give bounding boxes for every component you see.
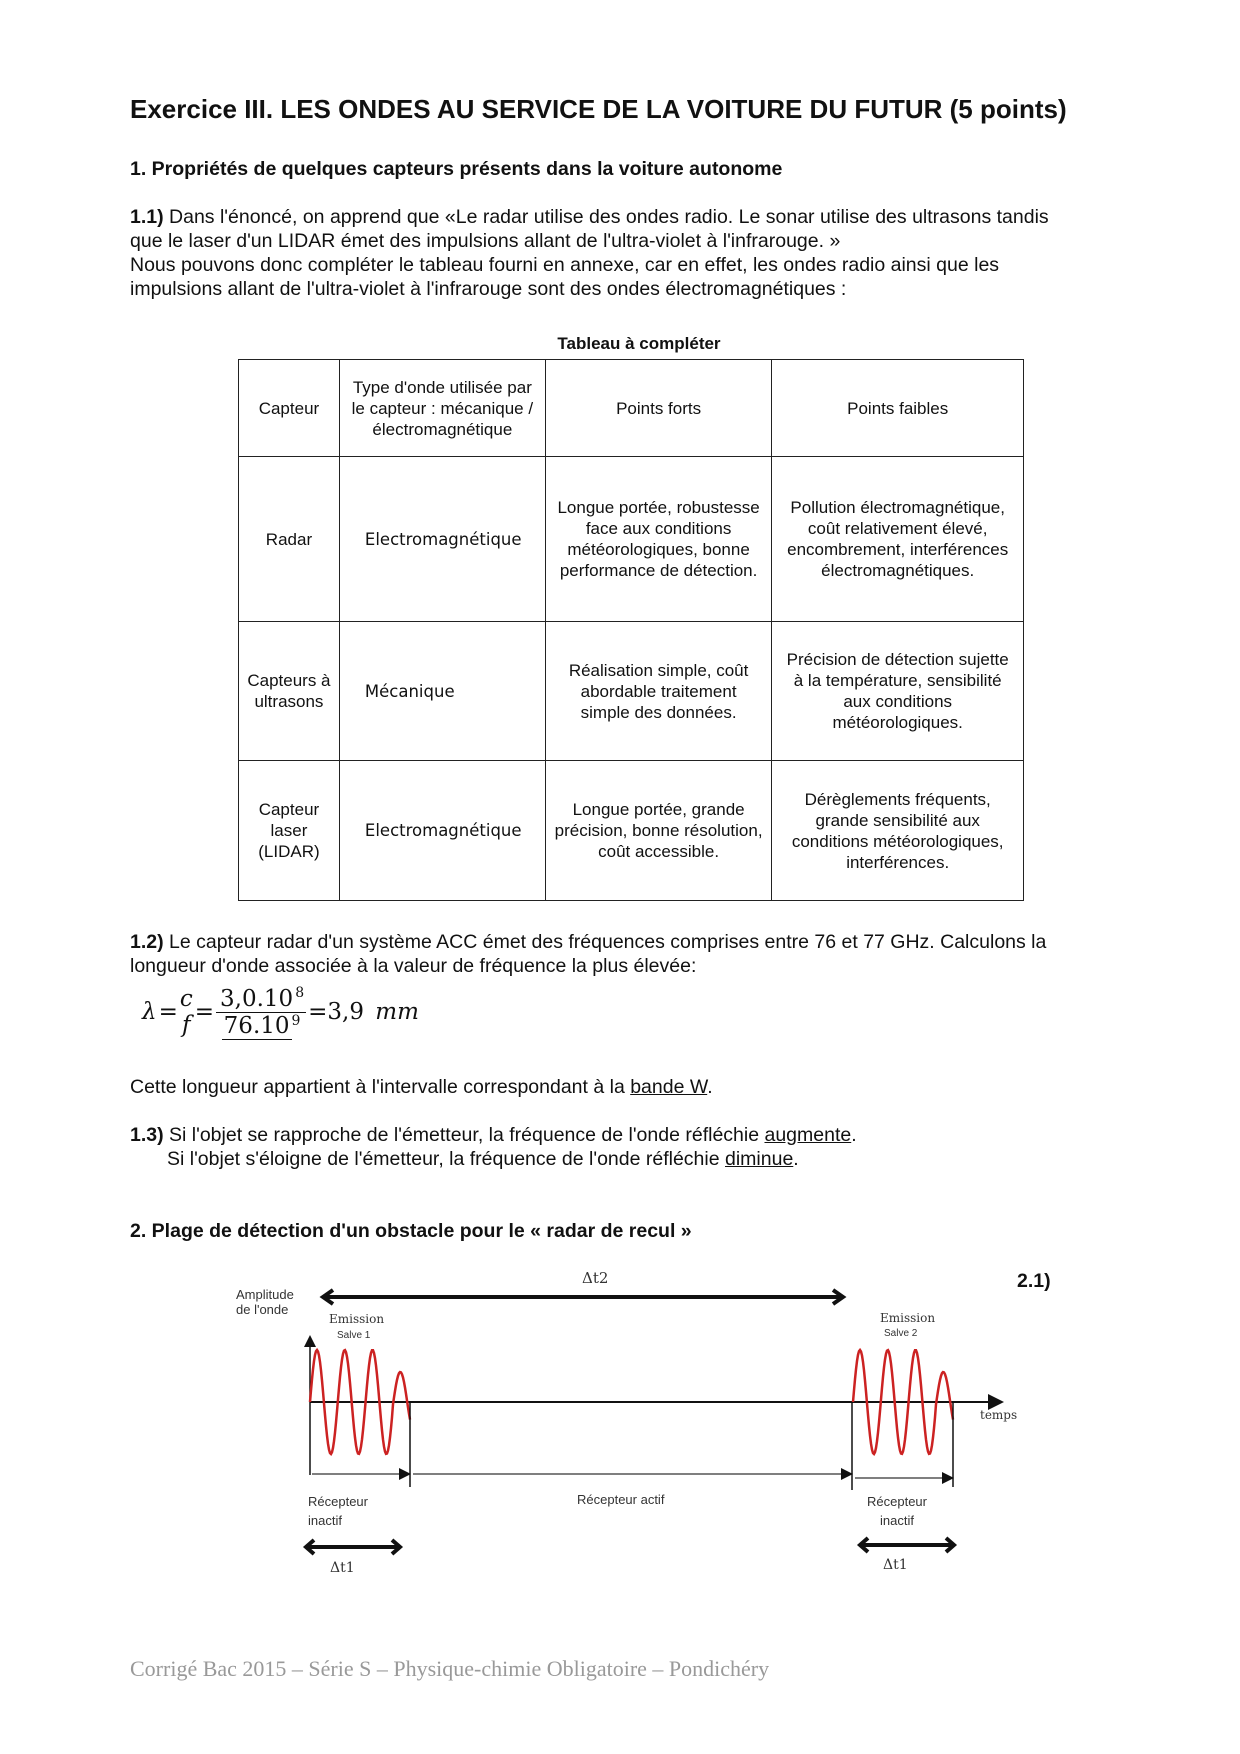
table-cell: Longue portée, robustesse face aux conditions météorologiques, bonne performance de détection. <box>545 457 772 622</box>
emission-label-1: Emission <box>329 1312 385 1326</box>
q11-text: impulsions allant de l'ultra-violet à l'infrarouge sont des ondes électromagnétiques : <box>130 278 847 300</box>
label-line: Récepteur <box>867 1494 927 1509</box>
eq-result: =3,9 <box>308 999 364 1026</box>
table-cell: Electromagnétique <box>339 761 545 901</box>
answer-increase: augmente <box>764 1124 852 1146</box>
table-cell: Pollution électromagnétique, coût relativement élevé, encombrement, interférences électromagnétiques. <box>772 457 1024 622</box>
dt1-label-2: Δt1 <box>883 1557 908 1573</box>
eq-c: c <box>179 986 193 1013</box>
eq-f: f <box>182 1012 191 1039</box>
table-cell: Capteurs à ultrasons <box>239 622 340 761</box>
q13-text: Si l'objet s'éloigne de l'émetteur, la fréquence de l'onde réfléchie <box>167 1148 725 1170</box>
eq-den-exp: 9 <box>291 1012 301 1029</box>
time-label: temps <box>980 1408 1018 1422</box>
q12-text: Le capteur radar d'un système ACC émet des fréquences comprises entre 76 et 77 GHz. Calculons la <box>163 931 1047 953</box>
table-cell: Dérèglements fréquents, grande sensibilité aux conditions météorologiques, interférences. <box>772 761 1024 901</box>
section-2-heading: 2. Plage de détection d'un obstacle pour le « radar de recul » <box>130 1220 692 1242</box>
eq-sign: = <box>194 999 215 1026</box>
q12-text: longueur d'onde associée à la valeur de fréquence la plus élevée: <box>130 955 697 977</box>
page-footer: Corrigé Bac 2015 – Série S – Physique-chimie Obligatoire – Pondichéry <box>130 1656 770 1681</box>
q11-text: Dans l'énoncé, on apprend que «Le radar utilise des ondes radio. Le sonar utilise des ultrasons tandis <box>163 206 1049 228</box>
table-cell: Précision de détection sujette à la température, sensibilité aux conditions météorologiques. <box>772 622 1024 761</box>
band-answer: bande W <box>630 1076 708 1098</box>
eq-unit: mm <box>375 999 419 1026</box>
exercise-title: Exercice III. LES ONDES AU SERVICE DE LA VOITURE DU FUTUR (5 points) <box>130 94 1067 124</box>
table-caption: Tableau à compléter <box>557 334 721 353</box>
label-line: Récepteur <box>308 1494 368 1509</box>
period: . <box>851 1124 857 1146</box>
dt2-label: Δt2 <box>582 1269 609 1287</box>
table-cell: Radar <box>239 457 340 622</box>
table-cell: Electromagnétique <box>339 457 545 622</box>
table-cell: Longue portée, grande précision, bonne résolution, coût accessible. <box>545 761 772 901</box>
eq-denominator: 76.10 <box>223 1013 290 1040</box>
table-cell: Réalisation simple, coût abordable traitement simple des données. <box>545 622 772 761</box>
receiver-inactive-1 <box>308 1492 368 1530</box>
period: . <box>793 1148 799 1170</box>
eq-lambda: λ <box>142 999 157 1026</box>
label-line: inactif <box>308 1513 342 1528</box>
receiver-active: Récepteur actif <box>577 1492 665 1507</box>
q13-text: Si l'objet se rapproche de l'émetteur, la fréquence de l'onde réfléchie <box>163 1124 765 1146</box>
salve-1-label: Salve 1 <box>337 1330 371 1341</box>
header-cell: Capteur <box>239 360 340 457</box>
header-cell: Type d'onde utilisée par le capteur : mécanique / électromagnétique <box>339 360 545 457</box>
section-1-heading: 1. Propriétés de quelques capteurs présents dans la voiture autonome <box>130 158 783 180</box>
answer-decrease: diminue <box>725 1148 794 1170</box>
label-line: de l'onde <box>236 1302 289 1317</box>
label-line: Amplitude <box>236 1287 294 1302</box>
eq-numerator: 3,0.10 <box>220 985 294 1012</box>
dt1-label-1: Δt1 <box>330 1560 355 1576</box>
emission-label-2: Emission <box>880 1311 936 1325</box>
table-cell: Capteur laser (LIDAR) <box>239 761 340 901</box>
salve-2-label: Salve 2 <box>884 1328 918 1339</box>
eq-sign: = <box>158 999 178 1026</box>
q11-text: que le laser d'un LIDAR émet des impulsions allant de l'ultra-violet à l'infrarouge. » <box>130 230 841 252</box>
table-cell: Mécanique <box>339 622 545 761</box>
period: . <box>707 1076 713 1098</box>
q11-number: 1.1) <box>130 206 164 228</box>
receiver-inactive-2 <box>867 1492 927 1530</box>
q11-text: Nous pouvons donc compléter le tableau fourni en annexe, car en effet, les ondes radio ainsi que les <box>130 254 1000 276</box>
amplitude-label <box>236 1287 294 1317</box>
conclusion-text: Cette longueur appartient à l'intervalle correspondant à la <box>130 1076 631 1098</box>
q13-number: 1.3) <box>130 1124 164 1146</box>
header-cell: Points faibles <box>772 360 1024 457</box>
q12-number: 1.2) <box>130 931 164 953</box>
header-cell: Points forts <box>545 360 772 457</box>
question-2-1-label: 2.1) <box>1017 1270 1051 1292</box>
label-line: inactif <box>880 1513 914 1528</box>
eq-num-exp: 8 <box>295 985 305 1001</box>
